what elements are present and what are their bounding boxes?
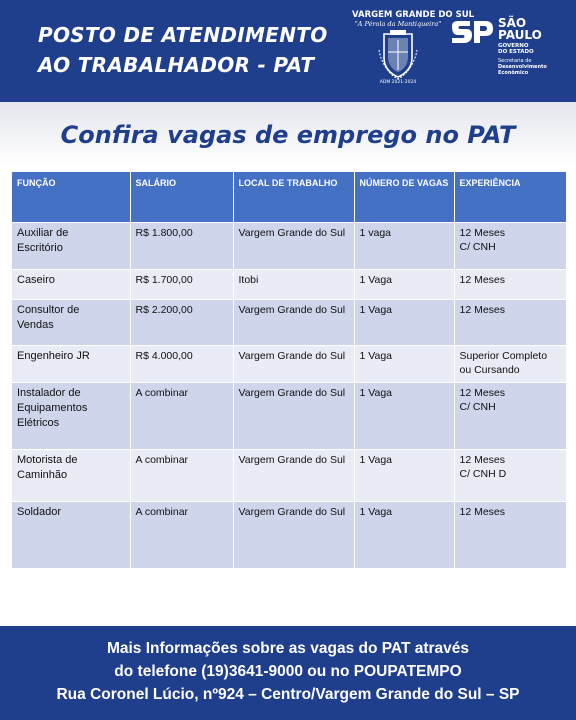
cell-vagas: 1 Vaga — [354, 269, 454, 299]
footer-address: Rua Coronel Lúcio, nº924 – Centro/Vargem Grande do Sul – SP — [56, 686, 520, 703]
city-crest-icon — [378, 30, 418, 80]
cell-vagas: 1 Vaga — [354, 449, 454, 501]
cell-experiencia — [454, 345, 566, 382]
sp-state-map-icon — [450, 20, 494, 44]
cell-local: Vargem Grande do Sul — [233, 382, 354, 449]
column-header-funcao: FUNÇÃO — [12, 172, 130, 222]
cell-text: ou Cursando — [459, 363, 520, 376]
cell-text: Caminhão — [17, 468, 68, 481]
cell-local: Vargem Grande do Sul — [233, 501, 354, 568]
jobs-table-header-row — [12, 172, 566, 222]
cell-text: Motorista de — [17, 453, 78, 466]
cell-local: Vargem Grande do Sul — [233, 222, 354, 269]
cell-text: C/ CNH D — [459, 467, 507, 480]
cell-text: C/ CNH — [459, 400, 496, 413]
state-logo-dept-line2: Desenvolvimento — [498, 64, 547, 70]
contact-footer — [0, 626, 576, 720]
header-title-line2: AO TRABALHADOR - PAT — [38, 53, 315, 77]
table-row — [12, 269, 566, 299]
cell-funcao — [12, 299, 130, 345]
cell-vagas: 1 Vaga — [354, 345, 454, 382]
cell-vagas: 1 vaga — [354, 222, 454, 269]
state-logo-gov-line2: DO ESTADO — [498, 49, 534, 55]
cell-text: Engenheiro JR — [17, 349, 90, 362]
cell-local: Vargem Grande do Sul — [233, 449, 354, 501]
cell-text: 12 Meses — [459, 303, 506, 316]
cell-text: 12 Meses — [459, 386, 506, 399]
cell-text: Caseiro — [17, 273, 55, 286]
cell-salario: A combinar — [130, 449, 233, 501]
jobs-table — [12, 172, 566, 568]
cell-vagas: 1 Vaga — [354, 501, 454, 568]
page-subtitle: Confira vagas de emprego no PAT — [60, 121, 516, 149]
page-header — [0, 0, 576, 102]
cell-funcao — [12, 345, 130, 382]
state-logo-line1: SÃO — [498, 16, 527, 30]
state-logo-gov-line1: GOVERNO — [498, 43, 529, 49]
table-row — [12, 449, 566, 501]
cell-text: 12 Meses — [459, 226, 506, 239]
footer-line1: Mais Informações sobre as vagas do PAT através — [106, 640, 470, 657]
table-row — [12, 345, 566, 382]
cell-text: 12 Meses — [459, 273, 506, 286]
city-logo-slogan: "A Pérola da Mantiqueira" — [354, 20, 442, 28]
cell-text: Equipamentos — [17, 401, 88, 414]
state-logo-dept-line3: Econômico — [498, 70, 529, 76]
column-header-salario: SALÁRIO — [130, 172, 233, 222]
cell-experiencia — [454, 222, 566, 269]
cell-experiencia — [454, 449, 566, 501]
cell-salario: A combinar — [130, 501, 233, 568]
cell-local: Itobi — [233, 269, 354, 299]
cell-salario: R$ 2.200,00 — [130, 299, 233, 345]
city-logo-name: VARGEM GRANDE DO SUL — [352, 10, 475, 20]
cell-vagas: 1 Vaga — [354, 382, 454, 449]
cell-text: Instalador de — [17, 386, 81, 399]
cell-text: Auxiliar de — [17, 226, 69, 239]
state-logo-department — [498, 58, 547, 76]
state-logo-dept-line1: Secretaria de — [498, 58, 532, 64]
cell-local: Vargem Grande do Sul — [233, 345, 354, 382]
column-header-local: LOCAL DE TRABALHO — [233, 172, 354, 222]
footer-line2: do telefone (19)3641-9000 ou no POUPATEMPO — [114, 663, 462, 680]
city-logo — [352, 10, 475, 90]
cell-funcao — [12, 269, 130, 299]
column-header-vagas: NÚMERO DE VAGAS — [354, 172, 454, 222]
state-logo-government — [498, 43, 534, 55]
header-title-line1: POSTO DE ATENDIMENTO — [38, 23, 328, 47]
state-logo — [450, 16, 560, 86]
cell-text: Elétricos — [17, 416, 60, 429]
cell-text: C/ CNH — [459, 240, 496, 253]
cell-text: Consultor de — [17, 303, 80, 316]
cell-salario: R$ 4.000,00 — [130, 345, 233, 382]
cell-experiencia — [454, 382, 566, 449]
cell-vagas: 1 Vaga — [354, 299, 454, 345]
table-row — [12, 382, 566, 449]
cell-text: 12 Meses — [459, 505, 506, 518]
table-row — [12, 222, 566, 269]
cell-salario: R$ 1.800,00 — [130, 222, 233, 269]
cell-salario: A combinar — [130, 382, 233, 449]
cell-text: 12 Meses — [459, 453, 506, 466]
cell-funcao — [12, 222, 130, 269]
header-title — [38, 20, 348, 80]
cell-salario: R$ 1.700,00 — [130, 269, 233, 299]
cell-funcao — [12, 449, 130, 501]
cell-funcao — [12, 501, 130, 568]
state-logo-name — [498, 17, 542, 41]
column-header-experiencia: EXPERIÊNCIA — [454, 172, 566, 222]
table-row — [12, 299, 566, 345]
cell-text: Escritório — [17, 241, 63, 254]
cell-text: Superior Completo — [459, 349, 548, 362]
cell-funcao — [12, 382, 130, 449]
cell-text: Vendas — [17, 318, 54, 331]
state-logo-line2: PAULO — [498, 28, 542, 42]
cell-experiencia — [454, 299, 566, 345]
cell-text: Soldador — [17, 505, 62, 518]
job-listing-card — [0, 102, 576, 626]
cell-experiencia — [454, 501, 566, 568]
cell-local: Vargem Grande do Sul — [233, 299, 354, 345]
cell-experiencia — [454, 269, 566, 299]
city-logo-years: ADM 2021-2024 — [379, 80, 417, 85]
table-row — [12, 501, 566, 568]
